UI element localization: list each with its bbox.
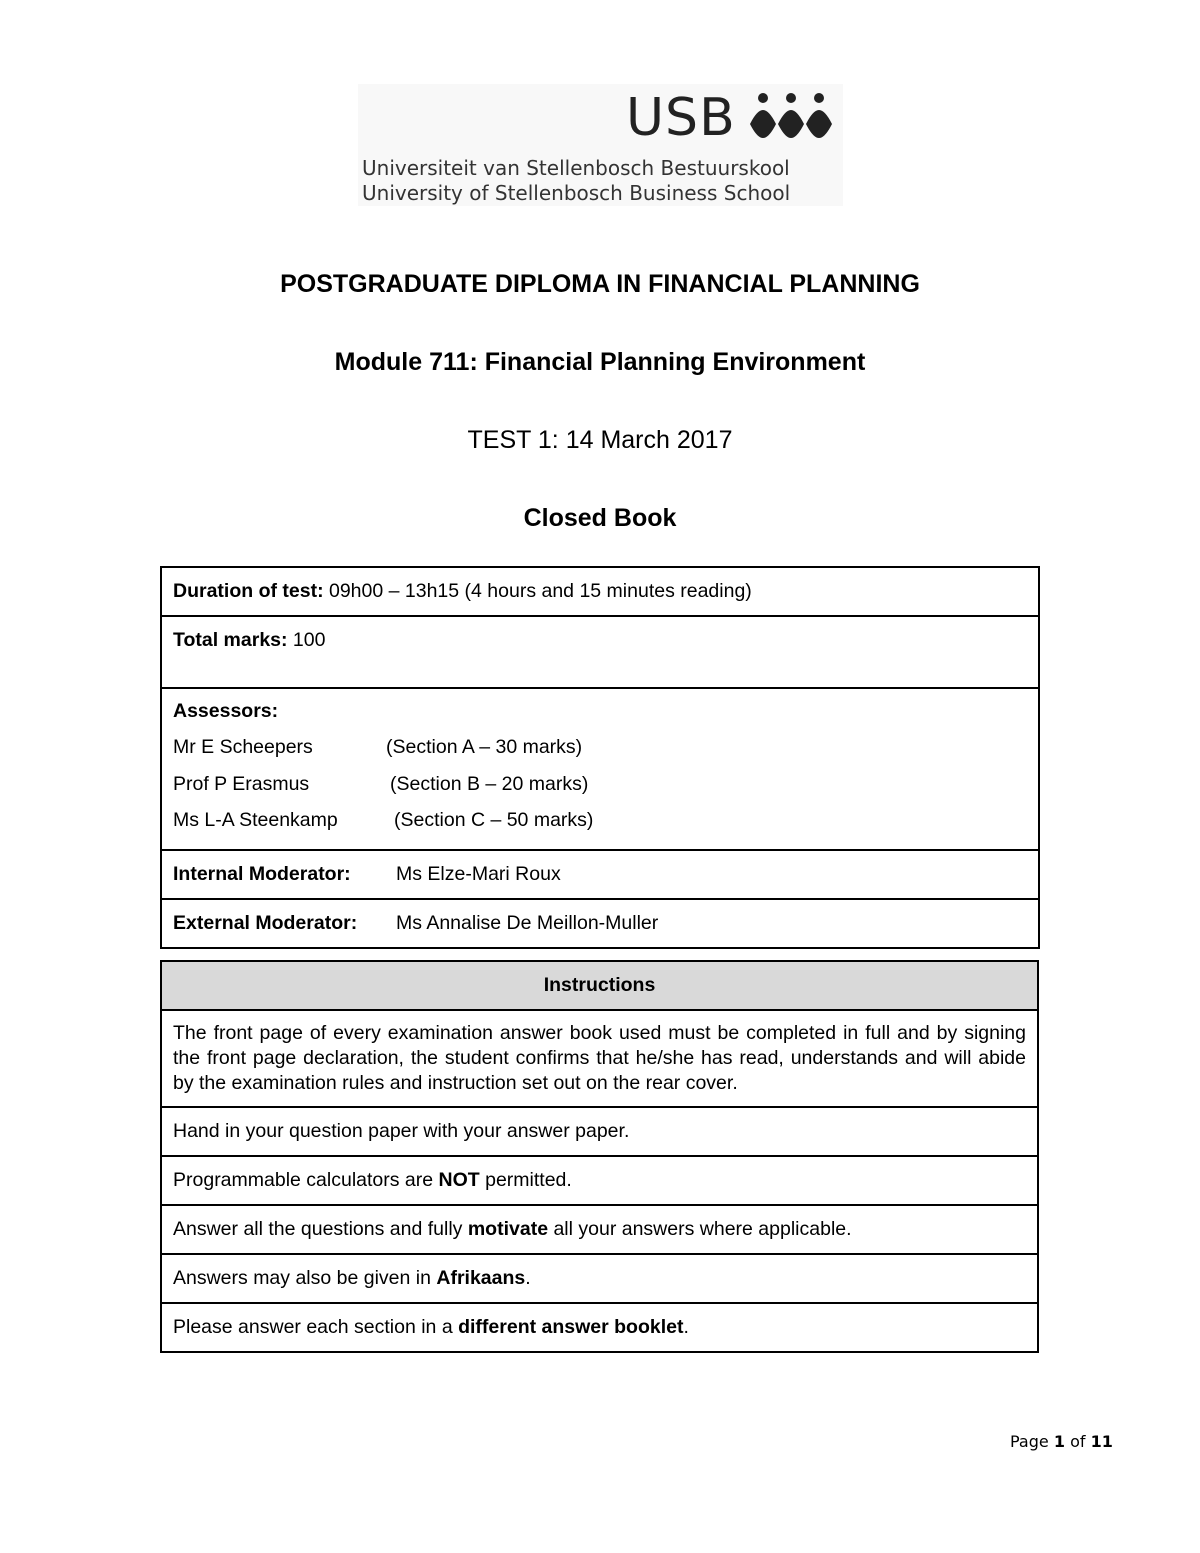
instructions-title: Instructions [161, 961, 1038, 1010]
page-word: Page [1010, 1432, 1049, 1451]
motivate-emphasis: motivate [467, 1218, 549, 1240]
assessor-section: (Section A – 30 marks) [386, 736, 583, 759]
motivate-text: Answer all the questions and fully [173, 1218, 468, 1240]
calculator-emphasis: NOT [438, 1169, 480, 1191]
calculator-text: Programmable calculators are [173, 1169, 439, 1191]
language-instruction [161, 1254, 1038, 1303]
external-moderator-value: Ms Annalise De Meillon-Muller [396, 912, 659, 934]
language-emphasis: Afrikaans [436, 1267, 526, 1289]
page-total: 11 [1090, 1432, 1113, 1451]
assessor-row [173, 730, 1027, 767]
calculator-instruction [161, 1156, 1038, 1205]
declaration-instruction: The front page of every examination answer book used must be completed in full and by signing the front page declaration, the student confirms that he/she has read, understands and will abide by the examination rules and instruction set out on the rear cover. [161, 1010, 1038, 1107]
closed-book-label: Closed Book [523, 504, 677, 532]
page-number [1010, 1432, 1113, 1451]
test-date: TEST 1: 14 March 2017 [467, 426, 733, 454]
assessor-name: Prof P Erasmus [173, 772, 310, 795]
assessor-section: (Section B – 20 marks) [390, 772, 589, 795]
logo-dots-icon [748, 90, 840, 142]
booklet-instruction [161, 1303, 1038, 1352]
motivate-instruction [161, 1205, 1038, 1254]
motivate-text-end: all your answers where applicable. [548, 1218, 852, 1240]
assessor-row [173, 803, 1027, 840]
booklet-emphasis: different answer booklet [458, 1316, 684, 1338]
total-marks-cell [161, 616, 1039, 688]
logo-acronym: USB [626, 88, 736, 148]
booklet-text: Please answer each section in a [173, 1316, 459, 1338]
total-marks-value: 100 [287, 629, 326, 651]
module-title: Module 711: Financial Planning Environment [334, 348, 866, 376]
logo-afrikaans-name: Universiteit van Stellenbosch Bestuurskool [362, 156, 790, 180]
total-marks-label: Total marks: [173, 629, 288, 651]
page-current: 1 [1053, 1432, 1065, 1451]
internal-moderator-value: Ms Elze-Mari Roux [396, 863, 561, 885]
calculator-text-end: permitted. [479, 1169, 572, 1191]
assessor-row [173, 766, 1027, 803]
usb-logo [358, 84, 843, 206]
language-text-end: . [525, 1267, 531, 1289]
internal-moderator-cell [161, 850, 1039, 899]
duration-label: Duration of test: [173, 580, 324, 602]
hand-in-instruction: Hand in your question paper with your answer paper. [161, 1107, 1038, 1156]
language-text: Answers may also be given in [173, 1267, 437, 1289]
test-details-table [160, 566, 1040, 949]
logo-english-name: University of Stellenbosch Business School [362, 181, 791, 205]
assessor-name: Mr E Scheepers [173, 736, 313, 759]
external-moderator-label: External Moderator: [173, 912, 358, 934]
internal-moderator-label: Internal Moderator: [173, 863, 351, 885]
duration-cell [161, 567, 1039, 616]
assessor-section: (Section C – 50 marks) [394, 809, 594, 832]
of-word: of [1070, 1432, 1086, 1451]
external-moderator-cell [161, 899, 1039, 948]
booklet-text-end: . [683, 1316, 689, 1338]
assessors-cell [161, 688, 1039, 850]
duration-value: 09h00 – 13h15 (4 hours and 15 minutes reading) [323, 580, 752, 602]
programme-title: POSTGRADUATE DIPLOMA IN FINANCIAL PLANNING [280, 270, 920, 298]
assessors-label: Assessors: [173, 699, 279, 722]
instructions-table [160, 960, 1039, 1353]
assessor-name: Ms L-A Steenkamp [173, 809, 338, 832]
